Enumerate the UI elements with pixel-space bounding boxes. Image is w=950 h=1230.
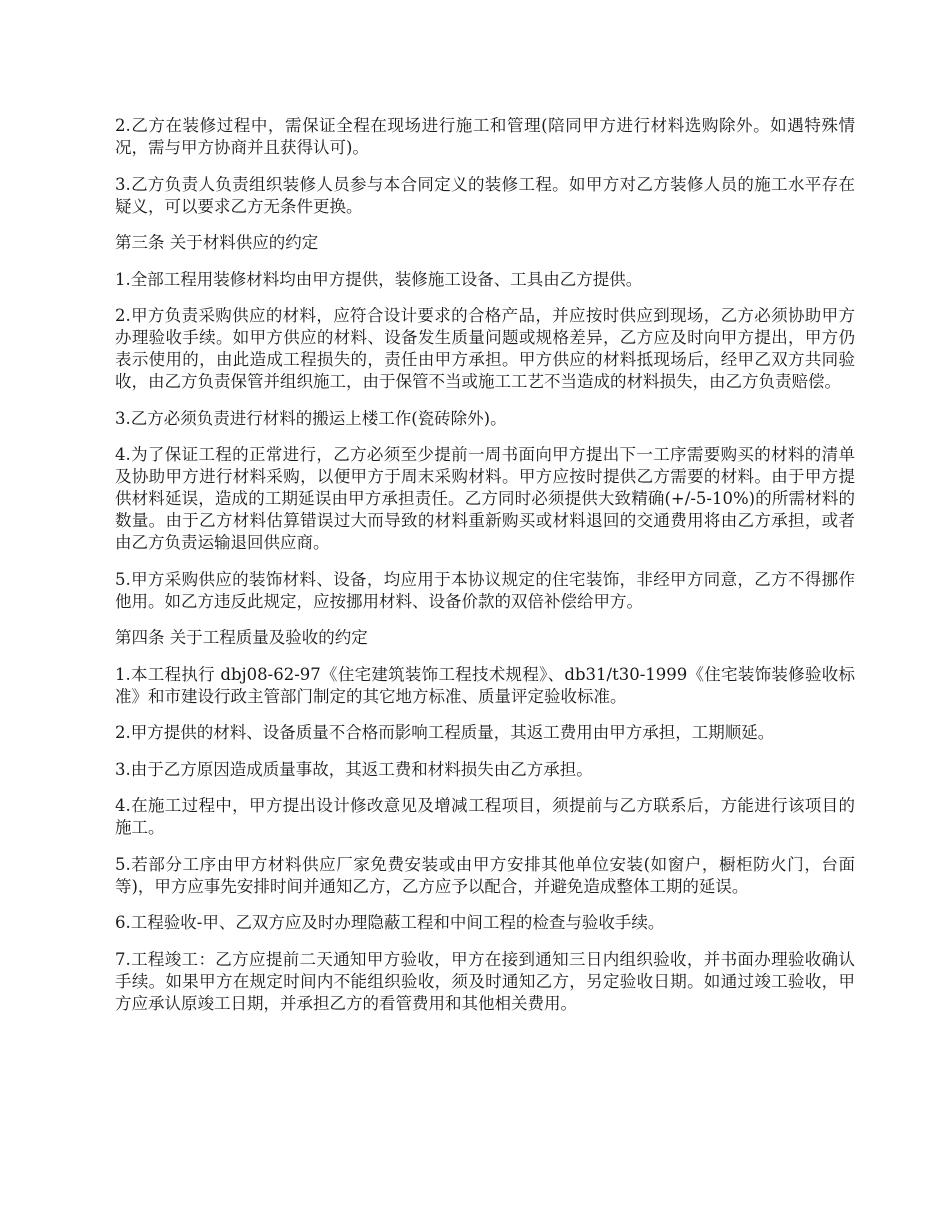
paragraph-3-5: 5.甲方采购供应的装饰材料、设备，均应用于本协议规定的住宅装饰，非经甲方同意，乙方不得挪作他用。如乙方违反此规定，应按挪用材料、设备价款的双倍补偿给甲方。 xyxy=(115,569,855,611)
paragraph-4-4: 4.在施工过程中，甲方提出设计修改意见及增减工程项目，须提前与乙方联系后，方能进行该项目的施工。 xyxy=(115,796,855,837)
paragraph-2-3: 3.乙方负责人负责组织装修人员参与本合同定义的装修工程。如甲方对乙方装修人员的施工水平存在疑义，可以要求乙方无条件更换。 xyxy=(115,174,855,216)
paragraph-4-1: 1.本工程执行 dbj08-62-97《住宅建筑装饰工程技术规程》、db31/t30-1999《住宅装饰装修验收标准》和市建设行政主管部门制定的其它地方标准、质量评定验收标准。 xyxy=(115,664,855,706)
section-heading-article-3: 第三条 关于材料供应的约定 xyxy=(115,233,319,252)
paragraph-3-1: 1.全部工程用装修材料均由甲方提供，装修施工设备、工具由乙方提供。 xyxy=(115,269,643,289)
paragraph-3-3: 3.乙方必须负责进行材料的搬运上楼工作(瓷砖除外)。 xyxy=(115,408,507,428)
paragraph-2-2: 2.乙方在装修过程中，需保证全程在现场进行施工和管理(陪同甲方进行材料选购除外。如遇特殊情况，需与甲方协商并且获得认可)。 xyxy=(115,116,855,157)
section-heading-article-4: 第四条 关于工程质量及验收的约定 xyxy=(115,628,368,647)
paragraph-4-2: 2.甲方提供的材料、设备质量不合格而影响工程质量，其返工费用由甲方承担，工期顺延。 xyxy=(115,723,775,742)
paragraph-4-3: 3.由于乙方原因造成质量事故，其返工费和材料损失由乙方承担。 xyxy=(115,759,593,779)
paragraph-4-7: 7.工程竣工：乙方应提前二天通知甲方验收，甲方在接到通知三日内组织验收，并书面办理验收确认手续。如果甲方在规定时间内不能组织验收，须及时通知乙方，另定验收日期。如通过竣工验收，甲方应承认原竣工日期，并承担乙方的看管费用和其他相关费用。 xyxy=(115,949,855,1013)
paragraph-4-5: 5.若部分工序由甲方材料供应厂家免费安装或由甲方安排其他单位安装(如窗户，橱柜防火门，台面等)，甲方应事先安排时间并通知乙方，乙方应予以配合，并避免造成整体工期的延误。 xyxy=(115,854,855,896)
document-page xyxy=(115,115,855,1029)
paragraph-3-4: 4.为了保证工程的正常进行，乙方必须至少提前一周书面向甲方提出下一工序需要购买的材料的清单及协助甲方进行材料采购，以便甲方于周末采购材料。甲方应按时提供乙方需要的材料。由于甲方提供材料延误，造成的工期延误由甲方承担责任。乙方同时必须提供大致精确(+/-5-10%)的所需材料的数量。由于乙方材料估算错误过大而导致的材料重新购买或材料退回的交通费用将由乙方承担，或者由乙方负责运输退回供应商。 xyxy=(115,445,855,552)
paragraph-3-2: 2.甲方负责采购供应的材料，应符合设计要求的合格产品，并应按时供应到现场，乙方必须协助甲方办理验收手续。如甲方供应的材料、设备发生质量问题或规格差异，乙方应及时向甲方提出，甲方仍表示使用的，由此造成工程损失的，责任由甲方承担。甲方供应的材料抵现场后，经甲乙双方共同验收，由乙方负责保管并组织施工，由于保管不当或施工工艺不当造成的材料损失，由乙方负责赔偿。 xyxy=(115,306,855,391)
paragraph-4-6: 6.工程验收-甲、乙双方应及时办理隐蔽工程和中间工程的检查与验收手续。 xyxy=(115,913,665,932)
